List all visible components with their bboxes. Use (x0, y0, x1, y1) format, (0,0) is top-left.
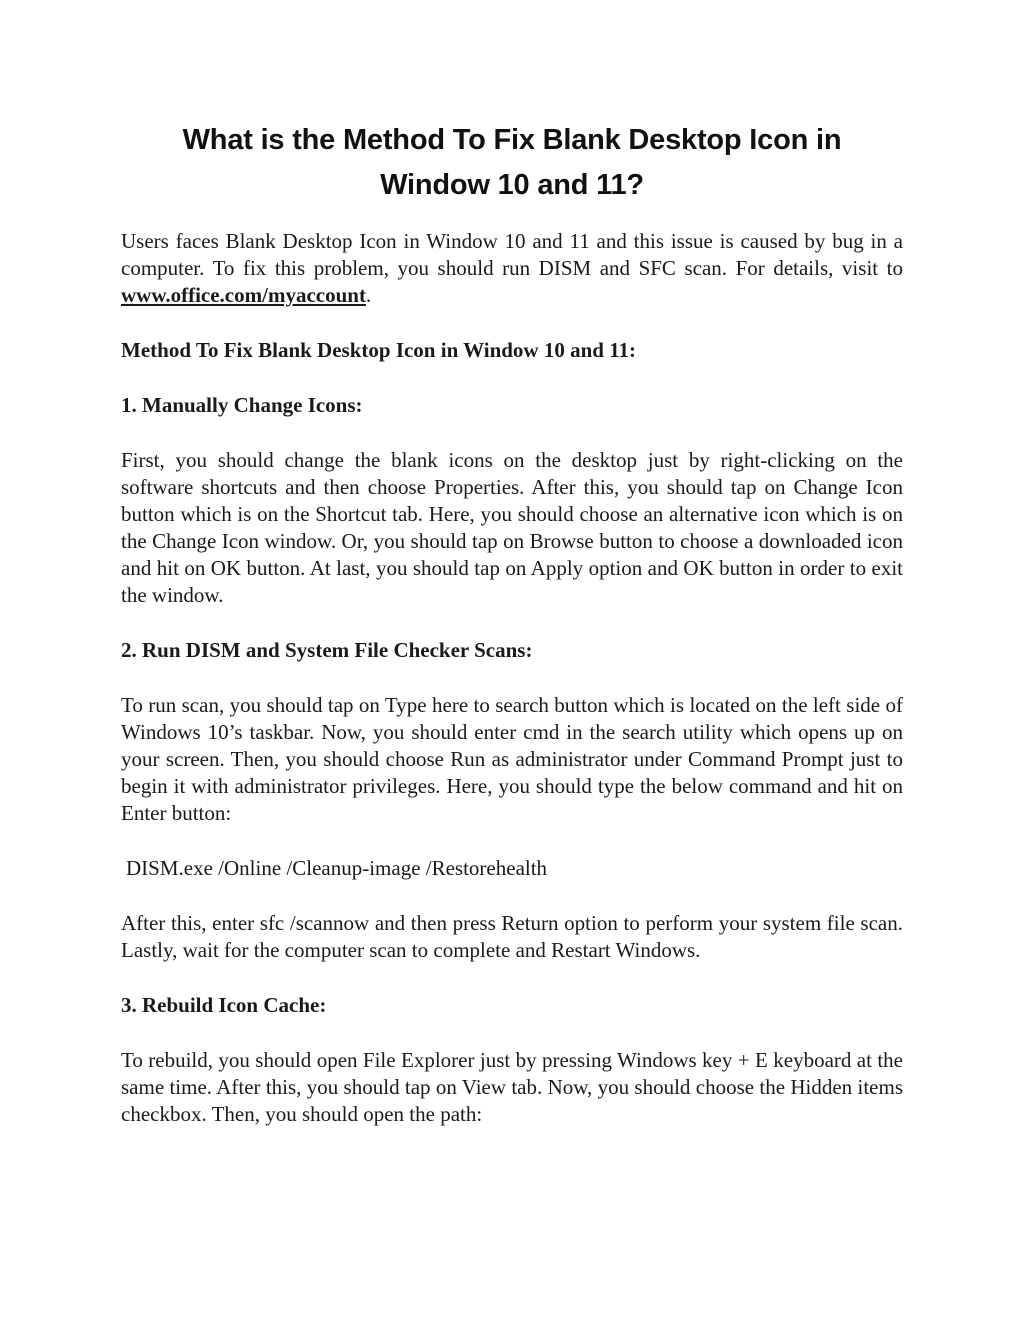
step2-heading: 2. Run DISM and System File Checker Scans: (121, 638, 533, 662)
intro-end: . (365, 283, 372, 307)
dism-command: DISM.exe /Online /Cleanup-image /Restorehealth (126, 856, 548, 880)
step3-heading: 3. Rebuild Icon Cache: (121, 993, 327, 1017)
document-page (121, 118, 903, 1128)
step3-paragraph: To rebuild, you should open File Explorer just by pressing Windows key + E keyboard at the same time. After this, you should tap on View tab. Now, you should choose the Hidden items checkbox. Then, you should open the path: (121, 1048, 903, 1126)
office-account-link[interactable]: www.office.com/myaccount (121, 283, 366, 307)
step2-after-paragraph: After this, enter sfc /scannow and then press Return option to perform your system file scan. Lastly, wait for the computer scan to complete and Restart Windows. (121, 911, 903, 962)
title-line-2: Window 10 and 11? (380, 169, 644, 201)
step2-paragraph: To run scan, you should tap on Type here to search button which is located on the left side of Windows 10’s taskbar. Now, you should enter cmd in the search utility which opens up on your screen. Then, you should choose Run as administrator under Command Prompt just to begin it with administrator privileges. Here, you should type the below command and hit on Enter button: (121, 693, 903, 825)
step1-paragraph: First, you should change the blank icons on the desktop just by right-clicking on the software shortcuts and then choose Properties. After this, you should tap on Change Icon button which is on the Shortcut tab. Here, you should choose an alternative icon which is on the Change Icon window. Or, you should tap on Browse button to choose a downloaded icon and hit on OK button. At last, you should tap on Apply option and OK button in order to exit the window. (121, 448, 903, 607)
intro-text: Users faces Blank Desktop Icon in Window 10 and 11 and this issue is caused by bug in a computer. To fix this problem, you should run DISM and SFC scan. For details, visit to (121, 229, 903, 280)
intro-paragraph (121, 228, 903, 309)
step1-heading: 1. Manually Change Icons: (121, 393, 363, 417)
document-title (121, 118, 903, 208)
title-line-1: What is the Method To Fix Blank Desktop Icon in (182, 124, 842, 156)
method-heading: Method To Fix Blank Desktop Icon in Window 10 and 11: (121, 338, 637, 362)
